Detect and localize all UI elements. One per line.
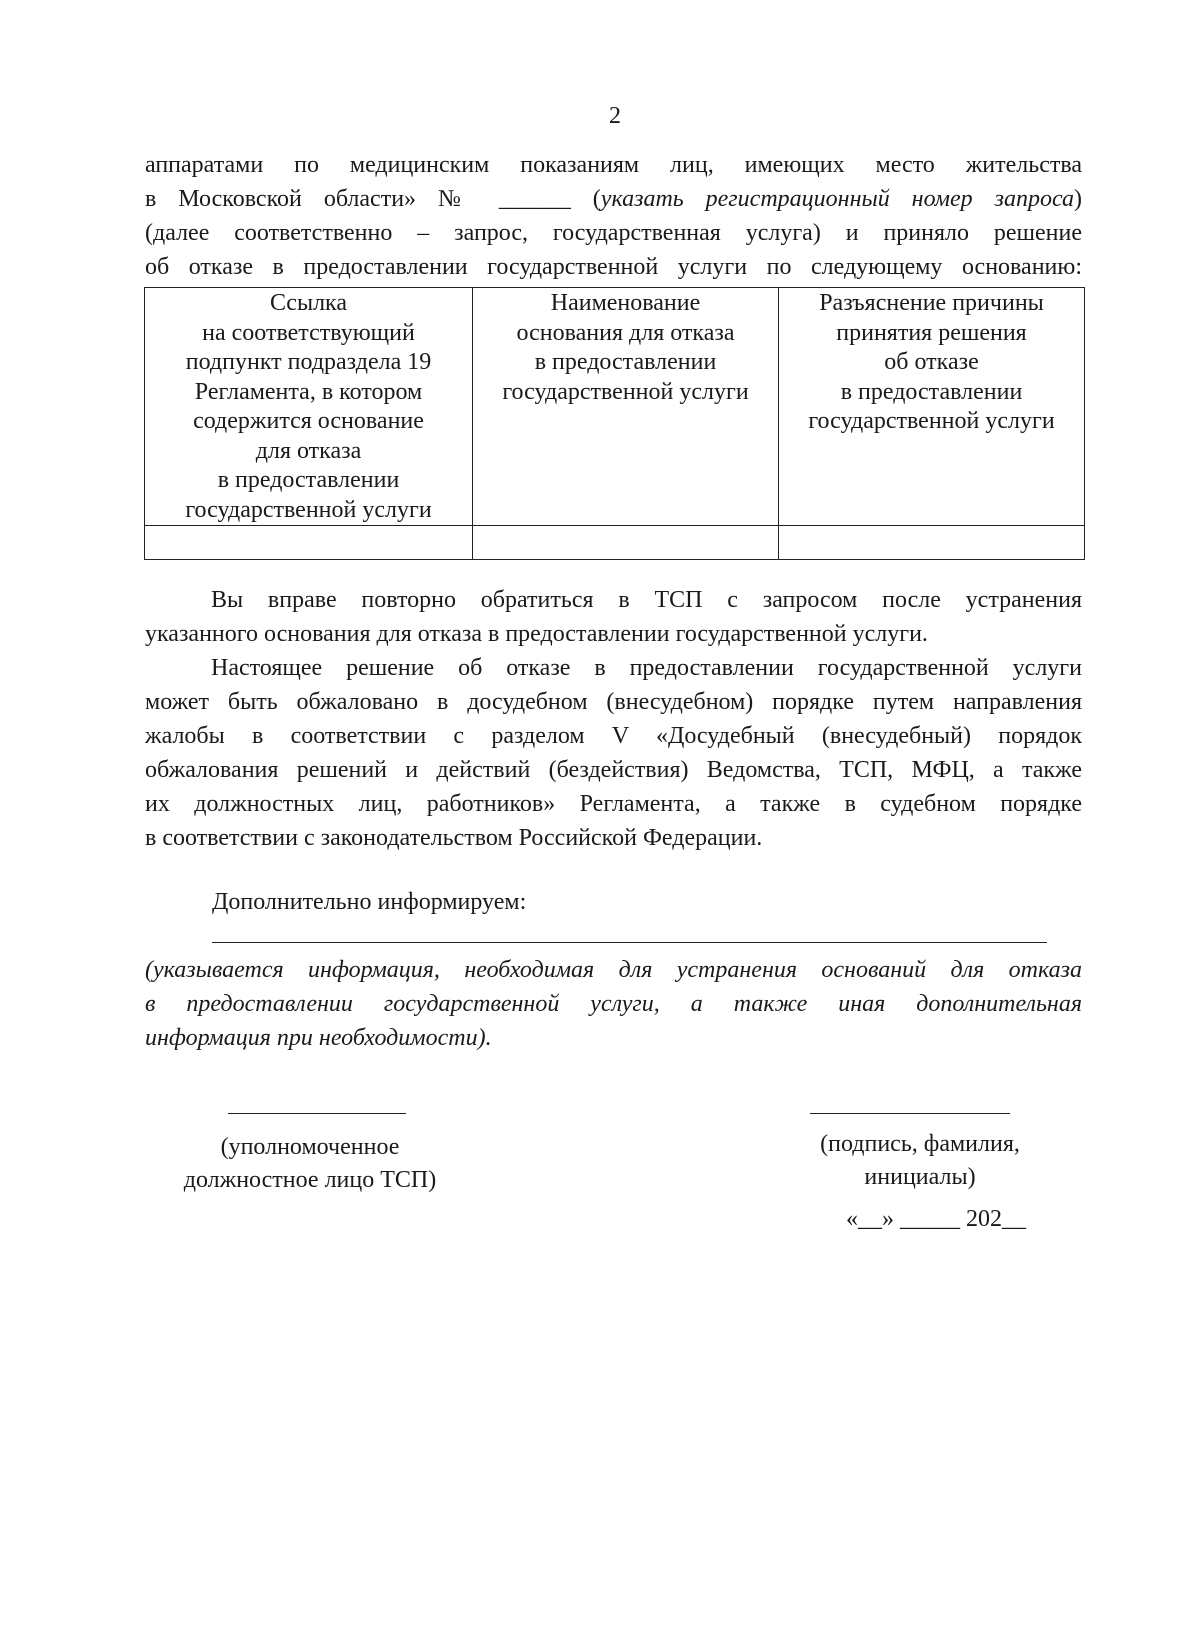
signature-caption: (подпись, фамилия, инициалы): [820, 1131, 1020, 1190]
intro-paragraph: [145, 148, 1082, 284]
intro-line-2: в Московской области» № ______ (указать регистрационный номер запроса): [145, 186, 1083, 212]
additional-info-fill-line: [212, 942, 1047, 943]
appeal-paragraph: Настоящее решение об отказе в предоставлении государственной услуги может быть обжаловано в досудебном (внесудебном) порядке путем направления жалобы в соответствии с разделом V «Досудебный (внесудебный) порядок обжалования решений и действий (бездействия) Ведомства, ТСП, МФЦ, а также их должностных лиц, работников» Регламента, а также в судебном порядке в соответствии с законодательством Российской Федерации.: [145, 655, 1082, 851]
official-signature-line: [228, 1113, 406, 1114]
request-number-hint: указать регистрационный номер запроса: [600, 186, 1075, 212]
table-header-row: [145, 288, 1085, 526]
signature-date: «__» _____ 202__: [846, 1206, 1026, 1232]
header-refusal-ground-name: Наименование основания для отказа в предоставлении государственной услуги: [473, 288, 779, 526]
intro-line-1: аппаратами по медицинским показаниям лиц, имеющих место жительства: [145, 152, 1082, 178]
table-cell: [779, 526, 1085, 560]
header-refusal-explanation: Разъяснение причины принятия решения об отказе в предоставлении государственной услуги: [779, 288, 1085, 526]
official-caption: (уполномоченное должностное лицо ТСП): [183, 1134, 437, 1193]
intro-line-3: (далее соответственно – запрос, государственная услуга) и приняло решение: [145, 220, 1082, 246]
table-cell: [145, 526, 473, 560]
table-cell: [473, 526, 779, 560]
additional-info-label: Дополнительно информируем:: [212, 889, 527, 915]
reapply-paragraph: Вы вправе повторно обратиться в ТСП с запросом после устранения указанного основания для отказа в предоставлении государственной услуги.: [145, 587, 1082, 647]
refusal-reasons-table: [144, 287, 1085, 560]
header-regulation-reference: Ссылка на соответствующий подпункт подраздела 19 Регламента, в котором содержится основание для отказа в предоставлении государственной услуги: [145, 288, 473, 526]
signature-name-line: [810, 1113, 1010, 1114]
page-number: 2: [609, 103, 621, 129]
additional-info-note: (указывается информация, необходимая для устранения оснований для отказа в предоставлении государственной услуги, а также иная дополнительная информация при необходимости).: [145, 957, 1082, 1051]
table-row: [145, 526, 1085, 560]
intro-line-4: об отказе в предоставлении государственной услуги по следующему основанию:: [145, 254, 1082, 280]
